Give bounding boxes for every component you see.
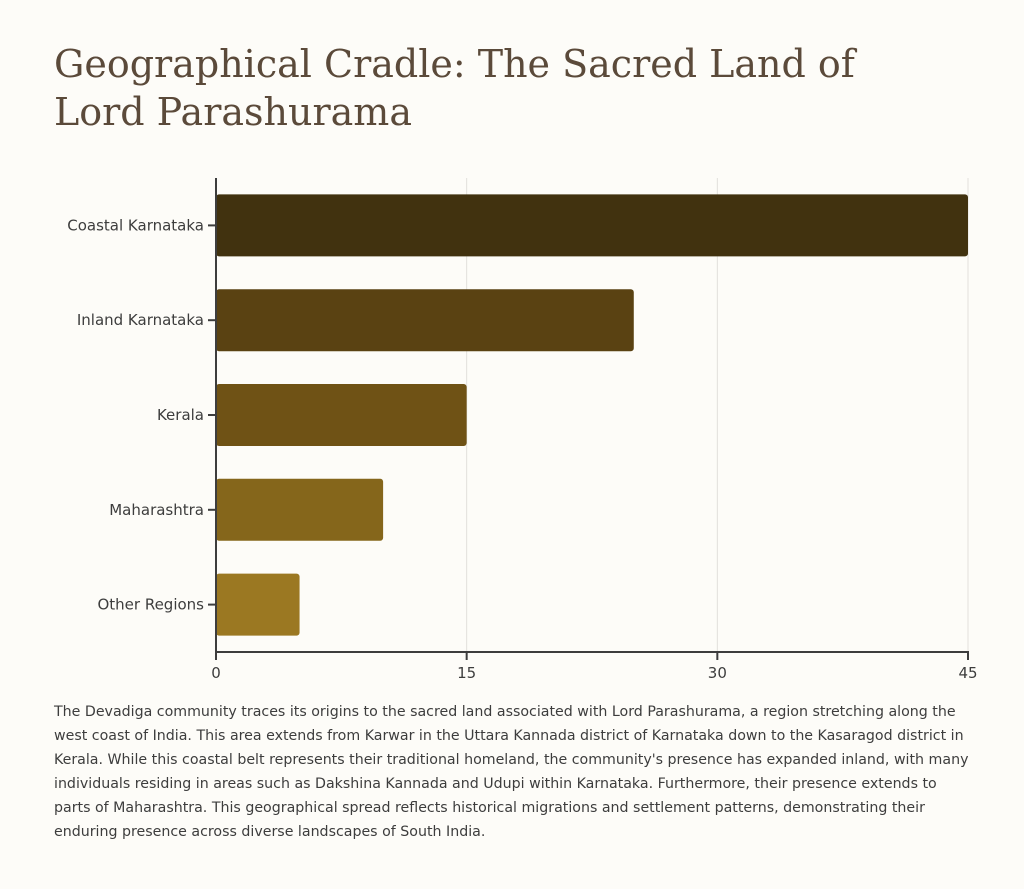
bar-chart <box>0 160 1024 690</box>
bar-3 <box>216 479 383 541</box>
bar-4 <box>216 574 300 636</box>
bar-2 <box>216 384 467 446</box>
category-label-1: Inland Karnataka <box>76 311 204 330</box>
category-label-2: Kerala <box>156 406 204 424</box>
x-tick-label-3: 45 <box>958 664 978 682</box>
category-label-0: Coastal Karnataka <box>67 216 204 235</box>
bar-1 <box>216 289 634 351</box>
chart-description: The Devadiga community traces its origins to the sacred land associated with Lord Parashurama, a region stretching along the west coast of India. This area extends from Karwar in the Uttara Kannada district of Karnataka down to the Kasaragod district in Kerala. While this coastal belt represents their traditional homeland, the community's presence has expanded inland, with many individuals residing in areas such as Dakshina Kannada and Udupi within Karnataka. Furthermore, their presence extends to parts of Maharashtra. This geographical spread reflects historical migrations and settlement patterns, demonstrating their enduring presence across diverse landscapes of South India. <box>54 704 969 840</box>
category-label-4: Other Regions <box>97 595 204 614</box>
bar-chart-svg <box>0 160 1024 690</box>
x-tick-label-0: 0 <box>211 664 221 682</box>
page-title: Geographical Cradle: The Sacred Land of Lord Parashurama <box>54 42 855 134</box>
x-tick-label-2: 30 <box>707 664 727 682</box>
x-tick-label-1: 15 <box>457 664 477 682</box>
bar-0 <box>216 194 968 256</box>
category-label-3: Maharashtra <box>109 500 204 519</box>
